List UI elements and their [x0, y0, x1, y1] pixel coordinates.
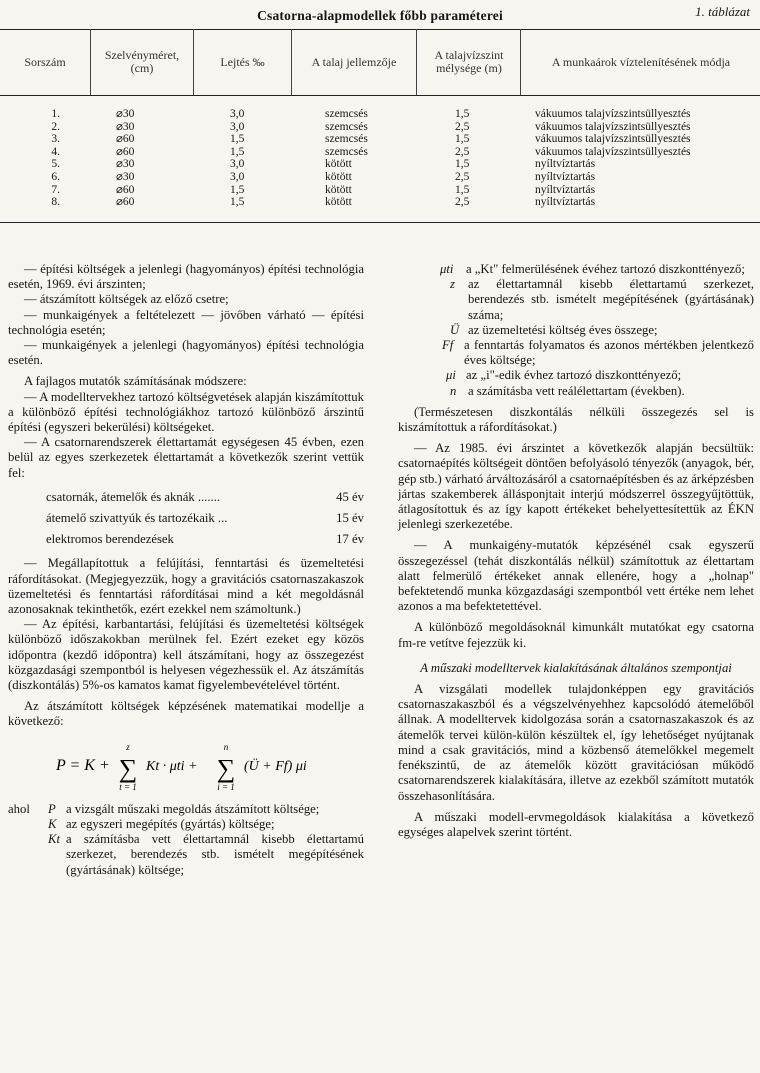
formula-graphic [8, 738, 364, 794]
definition-symbol: μi [446, 368, 456, 383]
definition [398, 262, 754, 277]
table-cell: 3,0 [230, 120, 245, 133]
definition [8, 817, 364, 832]
definition-text: a „Kt" felmerülésének évéhez tartozó diszkonttényező; [466, 262, 745, 276]
table-cell: ⌀30 [116, 120, 135, 133]
paragraph: — A csatornarendszerek élettartamát egységesen 45 évben, ezen belül az egyes szerkezetek élettartamát a következők szerint vettük fel: [8, 435, 364, 480]
table-cell: szemcsés [325, 145, 368, 158]
table-header-cell: Sorszám [24, 54, 66, 69]
table-cell: 1,5 [230, 145, 245, 158]
table-column-lejtes [230, 108, 270, 209]
paragraph: — munkaigények a jelenlegi (hagyományos) építési technológia esetén. [8, 338, 364, 368]
paragraph: — munkaigények a feltételezett — jövőben várható — építési technológia esetén; [8, 307, 364, 337]
paragraph: Az átszámított költségek képzésének matematikai modellje a következő: [8, 699, 364, 729]
paragraph: A fajlagos mutatók számításának módszere: [24, 374, 247, 389]
table-col-divider [193, 29, 194, 95]
definition-text: az üzemeltetési költség éves összege; [468, 322, 658, 337]
table-cell: nyíltvíztartás [535, 196, 596, 209]
table-cell: szemcsés [325, 120, 368, 133]
table-cell: 2,5 [455, 196, 470, 209]
table-cell: 3,0 [230, 108, 245, 120]
table-col-divider [291, 29, 292, 95]
definition-text: a fenntartás folyamatos és azonos mértékben jelentkező éves költsége; [464, 338, 754, 368]
definition-text: a vizsgált műszaki megoldás átszámított költsége; [66, 801, 320, 816]
table-label: 1. táblázat [695, 4, 750, 19]
formula-sum1-sign: ∑ [118, 753, 138, 783]
lifetime-name: átemelő szivattyúk és tartozékaik ... [46, 511, 228, 526]
definition [398, 277, 754, 323]
definition-symbol: K [48, 816, 57, 831]
formula-term1: Kt · μti + [146, 758, 198, 774]
table-cell: 2,5 [455, 120, 470, 133]
table-cell: nyíltvíztartás [535, 183, 596, 196]
paragraph: — A modelltervekhez tartozó költségvetések alapján kiszámítottuk a különböző építési technológiákhoz tartozó különböző árszintű építési (egyszeri bekerülési) költségeket. [8, 389, 364, 435]
table-column-viztelenites [535, 108, 755, 209]
table-header-cell: A talaj jellemzője [311, 54, 397, 69]
lifetime-name: elektromos berendezések [46, 532, 174, 547]
table-col-divider [520, 29, 521, 95]
formula-sum2-bottom: i = 1 [217, 781, 235, 792]
table-cell: 4. [51, 145, 60, 158]
paragraph: — Az építési, karbantartási, felújítási és üzemeltetési költségek különböző időszakokban merülnek fel. Ezért ezeket egy közös időpontra (kezdő időpontra) kell átszámítani, hogy az összegezést közgazdasági szempontból is helyesen végezhessük el. Az átszámítás (diszkontálás) 5%-os kamatos kamat figyelembevételével történt. [8, 617, 364, 693]
table-cell: ⌀60 [116, 183, 135, 196]
table-cell: vákuumos talajvízszintsüllyesztés [535, 145, 691, 158]
table-cell: nyíltvíztartás [535, 158, 596, 171]
lifetime-name: csatornák, átemelők és aknák ....... [46, 489, 221, 504]
paragraph: — Megállapítottuk a felújítási, fenntartási és üzemeltetési ráfordításokat. (Megjegyezzük, hogy a gravitációs csatornaszakaszok üzemeltetési és fenntartási ráfordításai mind a két megoldásnál azonosaknak tekinthetők, ezért ezekkel nem számoltunk.) [8, 556, 364, 617]
table-cell: 2. [51, 120, 60, 133]
table-cell: 2,5 [455, 145, 470, 158]
table-column-talajviz [455, 108, 495, 209]
definition [8, 832, 364, 878]
right-text-column [398, 262, 754, 840]
paragraph: A vizsgálati modellek tulajdonképpen egy gravitációs csatornaszakaszból és a végszelvényehhez kapcsolódó átemelőből állnak. A modelltervek kidolgozása során a csatornaszakaszok és az átemelők tervei külön-külön készültek el, így lehetőséget nyújtanak mind a csak gravitációs, mind a közbenső átemelőkkel megemelt fenékszintű, de az átemelők között gravitációsan működő csatornarendszerek kialakítására, illetve az ezekből számított mutatók összehasonlítására. [398, 682, 754, 803]
definition [398, 384, 754, 399]
table-cell: 1,5 [230, 196, 245, 209]
table-cell: 1,5 [455, 183, 470, 196]
table-cell: 1,5 [455, 108, 470, 120]
definition [398, 338, 754, 368]
definition-text: az élettartamnál kisebb élettartamú szerkezet, berendezés stb. ismételt megépítésének (gyártásának) száma; [468, 277, 754, 322]
table-column-szelveny [116, 108, 166, 209]
table-cell: kötött [325, 196, 352, 209]
table-bottom-rule [0, 222, 760, 223]
definition [398, 323, 754, 338]
left-text-column [8, 262, 364, 878]
table-cell: 3. [51, 133, 60, 146]
table-cell: ⌀60 [116, 145, 135, 158]
definition-symbol: n [450, 383, 457, 398]
table-cell: ⌀30 [116, 170, 135, 183]
formula-sum2-sign: ∑ [216, 753, 236, 783]
definition [8, 802, 364, 817]
table-cell: 1,5 [455, 133, 470, 146]
definition-text: a számításba vett élettartamnál kisebb élettartamú szerkezet, berendezés stb. ismételt megépítésének (gyártásának) költsége; [66, 832, 364, 877]
table-header-cell: Lejtés ‰ [220, 54, 265, 69]
table-cell: 3,0 [230, 170, 245, 183]
table-cell: 6. [51, 170, 60, 183]
where-label: ahol [8, 801, 30, 816]
paragraph: A műszaki modell-ervmegoldások kialakítása a következő egységes alapelvek szerint történt. [398, 809, 754, 839]
table-cell: vákuumos talajvízszintsüllyesztés [535, 108, 691, 120]
table-col-divider [416, 29, 417, 95]
definition-text: a számításba vett reálélettartam (években). [468, 383, 685, 398]
table-cell: 1,5 [230, 133, 245, 146]
table-cell: ⌀60 [116, 196, 135, 209]
table-column-talaj [325, 108, 395, 209]
lifetime-value: 45 év [336, 489, 364, 504]
table-title: Csatorna-alapmodellek főbb paraméterei [257, 8, 503, 23]
table-col-divider [90, 29, 91, 95]
paragraph: — A munkaigény-mutatók képzésénél csak egyszerű összegezéssel (tehát diszkontálás nélkül) számítottuk az élettartam alatt felmerülő értékeket annak ellenére, hogy a „holnap" befektetendő munka közgazdasági szempontból vett értéke nem lehet azonos a ma befektetettével. [398, 538, 754, 614]
table-cell: kötött [325, 170, 352, 183]
lifetime-value: 15 év [336, 511, 364, 526]
formula [8, 738, 364, 794]
table-cell: szemcsés [325, 133, 368, 146]
definition-symbol: P [48, 801, 56, 816]
table-cell: ⌀30 [116, 108, 135, 120]
table-cell: 7. [51, 183, 60, 196]
lifetime-value: 17 év [336, 532, 364, 547]
definition-symbol: z [450, 277, 455, 292]
table-cell: ⌀60 [116, 133, 135, 146]
formula-sum1-bottom: t = 1 [119, 781, 137, 792]
table-cell: 1. [51, 108, 60, 120]
table-cell: 5. [51, 158, 60, 171]
definition-symbol: Kt [48, 832, 60, 847]
table-header-rule [0, 95, 760, 96]
section-heading: A műszaki modelltervek kialakításának általános szempontjai [420, 660, 732, 675]
table-cell: vákuumos talajvízszintsüllyesztés [535, 133, 691, 146]
paragraph: (Természetesen diszkontálás nélküli összegezés sel is kiszámítottuk a ráfordításokat.) [398, 404, 754, 435]
lifetime-row [8, 529, 364, 550]
table-cell: 8. [51, 196, 60, 209]
paragraph: — átszámított költségek az előző csetre; [24, 292, 229, 307]
lifetime-row [8, 508, 364, 529]
table-cell: ⌀30 [116, 158, 135, 171]
table-cell: 3,0 [230, 158, 245, 171]
definition [398, 368, 754, 383]
definition-symbol: Ü [450, 322, 460, 337]
paragraph: A különböző megoldásoknál kimunkált mutatókat egy csatorna fm-re vetítve fejezzük ki. [398, 620, 754, 650]
table-cell: nyíltvíztartás [535, 170, 596, 183]
paragraph: — építési költségek a jelenlegi (hagyományos) építési technológia esetén, 1969. évi árszinten; [8, 262, 364, 292]
lifetime-row [8, 487, 364, 508]
definition-symbol: Ff [442, 338, 454, 353]
table-cell: 2,5 [455, 170, 470, 183]
formula-sum2-top: n [223, 741, 229, 752]
table-header-cell: A talajvízszint mélysége (m) [434, 48, 504, 75]
definition-text: az „i"-edik évhez tartozó diszkonttényező; [466, 368, 682, 383]
table-cell: vákuumos talajvízszintsüllyesztés [535, 120, 691, 133]
formula-sum1-top: z [126, 741, 130, 752]
paragraph: — Az 1985. évi árszintet a következők alapján becsültük: csatornaépítés költségeit döntően befolyásoló tényezők (anyagok, bér, gép stb.) várható árváltozásáról a csatornaépítésben és az árképzésben jártas szakemberek állásponjtait interjú módszerrel összegyűjtöttük, átlagosítottuk és az így kapott értékeket behelyettesítettük az ÉKN jelenlegi szerkezetébe. [398, 441, 754, 532]
table-cell: kötött [325, 183, 352, 196]
definition-symbol: μti [440, 262, 454, 276]
definition-text: az egyszeri megépítés (gyártás) költsége; [66, 816, 275, 831]
table-cell: 1,5 [455, 158, 470, 171]
table-cell: kötött [325, 158, 352, 171]
table-column-sorszam [30, 108, 60, 209]
formula-lhs: P = K + [56, 756, 110, 774]
table-cell: 1,5 [230, 183, 245, 196]
formula-term2: (Ü + Ff) μi [244, 758, 307, 774]
table-header-cell: Szelvényméret, (cm) [104, 48, 180, 75]
table-cell: szemcsés [325, 108, 368, 120]
table-header-cell: A munkaárok víztelenítésének módja [551, 54, 731, 69]
